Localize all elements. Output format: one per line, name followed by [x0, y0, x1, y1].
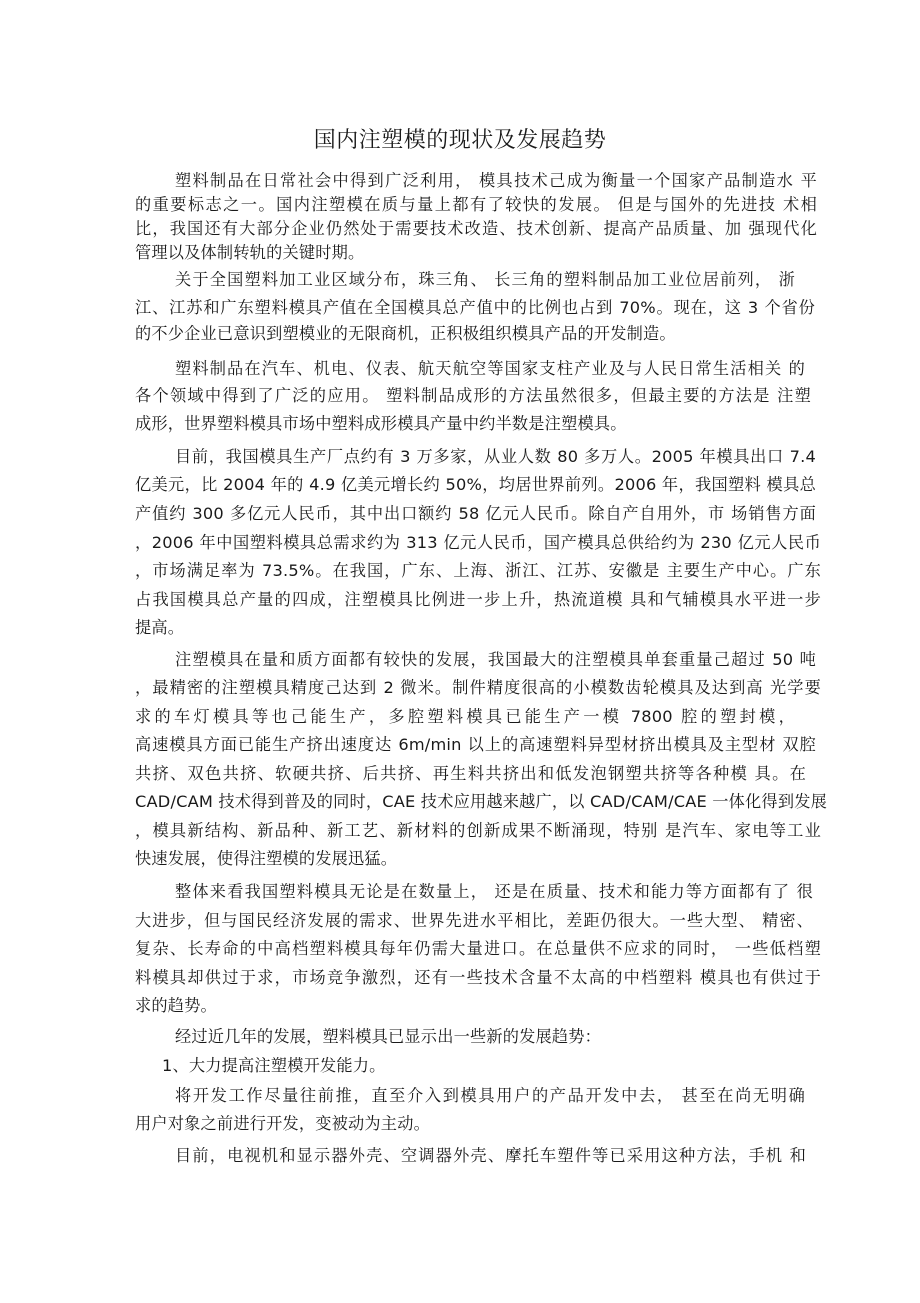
text-line: 经过近几年的发展，塑料模具已显示出一些新的发展趋势： — [175, 1027, 602, 1046]
text-line: 成形，世界塑料模具市场中塑料成形模具产量中约半数是注塑模具。 — [135, 414, 627, 433]
text-line: 共挤、双色共挤、软硬共挤、后共挤、再生料共挤出和低发泡钢塑共挤等各种模 具。在 — [135, 764, 806, 783]
text-line: 产值约 300 多亿元人民币，其中出口额约 58 亿元人民币。除自产自用外，市 场销售方面 — [135, 504, 816, 523]
text-line: ，最精密的注塑模具精度己达到 2 微米。制件精度很高的小模数齿轮模具及达到高 光学要 — [135, 678, 821, 697]
text-line: 亿美元，比 2004 年的 4.9 亿美元增长约 50%，均居世界前列。2006 年，我国塑料 模具总 — [135, 475, 816, 494]
text-line: 求的趋势。 — [135, 996, 217, 1015]
text-line: 的不少企业已意识到塑模业的无限商机，正积极组织模具产品的开发制造。 — [135, 324, 676, 343]
text-line: 提高。 — [135, 618, 185, 637]
text-line: 求的车灯模具等也己能生产，多腔塑料模具已能生产一模 7800 腔的塑封模， — [135, 707, 795, 726]
text-line: 目前，电视机和显示器外壳、空调器外壳、摩托车塑件等已采用这种方法，手机 和 — [175, 1146, 806, 1165]
text-line: CAD/CAM 技术得到普及的同时，CAE 技术应用越来越广，以 CAD/CAM/CAE 一体化得到发展 — [135, 792, 827, 811]
text-line: 整体来看我国塑料模具无论是在数量上， 还是在质量、技术和能力等方面都有了 很 — [175, 882, 813, 901]
document-title: 国内注塑模的现状及发展趋势 — [313, 128, 607, 153]
text-line: 将开发工作尽量往前推，直至介入到模具用户的产品开发中去， 甚至在尚无明确 — [175, 1086, 805, 1105]
text-line: 占我国模具总产量的四成，注塑模具比例进一步上升，热流道模 具和气辅模具水平进一步 — [135, 590, 821, 609]
text-line: 高速模具方面已能生产挤出速度达 6m/min 以上的高速塑料异型材挤出模具及主型材 双腔 — [135, 735, 816, 754]
text-line: 管理以及体制转轨的关键时期。 — [135, 243, 365, 262]
text-line: 快速发展，使得注塑模的发展迅猛。 — [135, 849, 398, 868]
text-line: ，模具新结构、新品种、新工艺、新材料的创新成果不断涌现，特别 是汽车、家电等工业 — [135, 821, 821, 840]
text-line: 塑料制品在汽车、机电、仪表、航天航空等国家支柱产业及与人民日常生活相关 的 — [175, 359, 805, 378]
text-line: 关于全国塑料加工业区域分布，珠三角、 长三角的塑料制品加工业位居前列， 浙 — [175, 270, 795, 289]
text-line: 注塑模具在量和质方面都有较快的发展，我国最大的注塑模具单套重量己超过 50 吨 — [175, 650, 816, 669]
text-line: 塑料制品在日常社会中得到广泛利用， 模具技术己成为衡量一个国家产品制造水 平 — [175, 171, 817, 190]
text-line: 用户对象之前进行开发，变被动为主动。 — [135, 1114, 430, 1133]
text-line: 比，我国还有大部分企业仍然处于需要技术改造、技术创新、提高产品质量、加 强现代化 — [135, 219, 817, 238]
text-line: 大进步，但与国民经济发展的需求、世界先进水平相比，差距仍很大。一些大型、 精密、 — [135, 911, 813, 930]
text-line: ，2006 年中国塑料模具总需求约为 313 亿元人民币，国产模具总供给约为 230 亿元人民币 — [135, 533, 821, 552]
text-line: 江、江苏和广东塑料模具产值在全国模具总产值中的比例也占到 70%。现在，这 3 个省份 — [135, 298, 815, 317]
text-line: 复杂、长寿命的中高档塑料模具每年仍需大量进口。在总量供不应求的同时， 一些低档塑 — [135, 939, 821, 958]
text-line: 各个领域中得到了广泛的应用。 塑料制品成形的方法虽然很多，但最主要的方法是 注塑 — [135, 386, 811, 405]
text-line: ，市场满足率为 73.5%。在我国，广东、上海、浙江、江苏、安徽是 主要生产中心。广东 — [135, 561, 821, 580]
text-line: 的重要标志之一。国内注塑模在质与量上都有了较快的发展。 但是与国外的先进技 术相 — [135, 195, 817, 214]
text-line: 目前，我国模具生产厂点约有 3 万多家，从业人数 80 多万人。2005 年模具出口 7.4 — [175, 447, 816, 466]
text-line: 料模具却供过于求，市场竞争激烈，还有一些技术含量不太高的中档塑料 模具也有供过于 — [135, 968, 821, 987]
text-line: 1、大力提高注塑模开发能力。 — [162, 1056, 386, 1075]
